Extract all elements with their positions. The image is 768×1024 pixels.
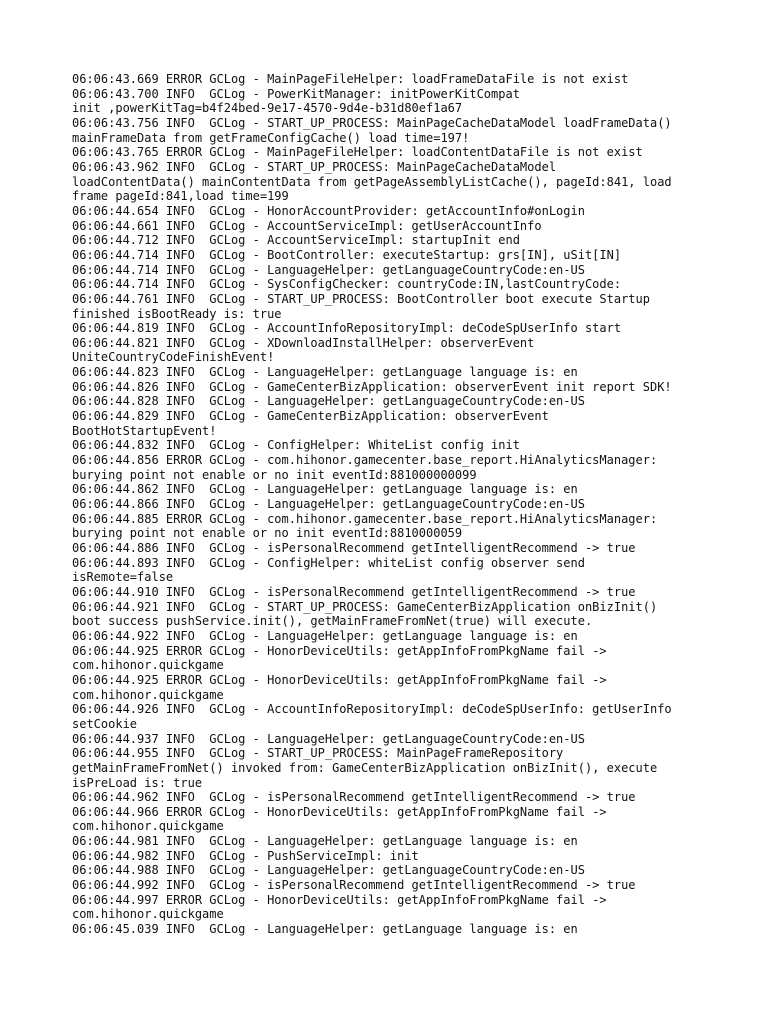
log-line: 06:06:43.756 INFO GCLog - START_UP_PROCESS: MainPageCacheDataModel loadFrameData() <box>72 115 672 130</box>
log-line: 06:06:44.886 INFO GCLog - isPersonalRecommend getIntelligentRecommend -> true <box>72 541 636 555</box>
log-line: 06:06:44.661 INFO GCLog - AccountServiceImpl: getUserAccountInfo <box>72 218 542 233</box>
log-line: 06:06:43.669 ERROR GCLog - MainPageFileHelper: loadFrameDataFile is not exist <box>72 72 629 86</box>
log-line: init ,powerKitTag=b4f24bed-9e17-4570-9d4e-b31d80ef1a67 <box>72 101 463 116</box>
log-line: 06:06:44.925 ERROR GCLog - HonorDeviceUtils: getAppInfoFromPkgName fail -> <box>72 672 607 687</box>
log-line: setCookie <box>72 716 138 731</box>
log-line: 06:06:44.826 INFO GCLog - GameCenterBizApplication: observerEvent init report SDK! <box>72 379 672 394</box>
log-line: getMainFrameFromNet() invoked from: GameCenterBizApplication onBizInit(), execute <box>72 760 658 775</box>
log-line: com.hihonor.quickgame <box>72 819 224 834</box>
log-line: 06:06:44.714 INFO GCLog - LanguageHelper: getLanguageCountryCode:en-US <box>72 262 585 277</box>
log-line: 06:06:44.966 ERROR GCLog - HonorDeviceUtils: getAppInfoFromPkgName fail -> <box>72 804 607 819</box>
log-line: boot success pushService.init(), getMainFrameFromNet(true) will execute. <box>72 614 593 629</box>
log-line: 06:06:44.828 INFO GCLog - LanguageHelper: getLanguageCountryCode:en-US <box>72 394 585 409</box>
log-line: loadContentData() mainContentData from getPageAssemblyListCache(), pageId:841, load <box>72 174 672 189</box>
log-line: 06:06:44.922 INFO GCLog - LanguageHelper: getLanguage language is: en <box>72 628 578 643</box>
log-line: 06:06:44.856 ERROR GCLog - com.hihonor.gamecenter.base_report.HiAnalyticsManager: <box>72 453 658 468</box>
log-line: 06:06:44.981 INFO GCLog - LanguageHelper: getLanguage language is: en <box>72 834 578 849</box>
log-line: 06:06:44.866 INFO GCLog - LanguageHelper: getLanguageCountryCode:en-US <box>72 497 585 512</box>
log-line: 06:06:44.714 INFO GCLog - BootController: executeStartup: grs[IN], uSit[IN] <box>72 247 622 262</box>
log-line: 06:06:44.937 INFO GCLog - LanguageHelper: getLanguageCountryCode:en-US <box>72 731 585 746</box>
log-line: 06:06:44.885 ERROR GCLog - com.hihonor.gamecenter.base_report.HiAnalyticsManager: <box>72 511 658 526</box>
log-line: 06:06:44.761 INFO GCLog - START_UP_PROCESS: BootController boot execute Startup <box>72 291 650 306</box>
log-line: mainFrameData from getFrameConfigCache() load time=197! <box>72 130 470 145</box>
log-line: com.hihonor.quickgame <box>72 687 224 702</box>
log-line: 06:06:44.829 INFO GCLog - GameCenterBizApplication: observerEvent <box>72 409 549 424</box>
log-line: isRemote=false <box>72 570 174 585</box>
log-line: 06:06:44.910 INFO GCLog - isPersonalRecommend getIntelligentRecommend -> true <box>72 584 636 599</box>
log-line: 06:06:44.862 INFO GCLog - LanguageHelper: getLanguage language is: en <box>72 482 578 497</box>
log-line: 06:06:44.714 INFO GCLog - SysConfigChecker: countryCode:IN,lastCountryCode: <box>72 277 622 292</box>
log-line: 06:06:44.992 INFO GCLog - isPersonalRecommend getIntelligentRecommend -> true <box>72 878 636 893</box>
log-line: 06:06:44.654 INFO GCLog - HonorAccountProvider: getAccountInfo#onLogin <box>72 203 585 218</box>
log-line: 06:06:44.926 INFO GCLog - AccountInfoRepositoryImpl: deCodeSpUserInfo: getUserInfo <box>72 702 672 717</box>
log-line: burying point not enable or no init eventId:8810000059 <box>72 526 463 541</box>
log-line: 06:06:44.955 INFO GCLog - START_UP_PROCESS: MainPageFrameRepository <box>72 746 564 761</box>
log-line: 06:06:44.819 INFO GCLog - AccountInfoRepositoryImpl: deCodeSpUserInfo start <box>72 321 622 336</box>
log-line: 06:06:44.893 INFO GCLog - ConfigHelper: whiteList config observer send <box>72 555 585 570</box>
log-line: 06:06:44.997 ERROR GCLog - HonorDeviceUtils: getAppInfoFromPkgName fail -> <box>72 892 607 907</box>
log-line: BootHotStartupEvent! <box>72 423 217 438</box>
log-line: com.hihonor.quickgame <box>72 907 224 922</box>
log-line: 06:06:44.823 INFO GCLog - LanguageHelper: getLanguage language is: en <box>72 365 578 380</box>
log-line: burying point not enable or no init eventId:881000000099 <box>72 467 477 482</box>
log-line: UniteCountryCodeFinishEvent! <box>72 350 275 365</box>
log-line: 06:06:43.700 INFO GCLog - PowerKitManager: initPowerKitCompat <box>72 86 520 101</box>
log-line: 06:06:44.962 INFO GCLog - isPersonalRecommend getIntelligentRecommend -> true <box>72 790 636 805</box>
log-line: isPreLoad is: true <box>72 775 203 790</box>
log-line: finished isBootReady is: true <box>72 306 282 321</box>
log-line: 06:06:44.712 INFO GCLog - AccountServiceImpl: startupInit end <box>72 233 520 248</box>
log-line: 06:06:44.988 INFO GCLog - LanguageHelper: getLanguageCountryCode:en-US <box>72 863 585 878</box>
log-line: 06:06:43.962 INFO GCLog - START_UP_PROCESS: MainPageCacheDataModel <box>72 159 557 174</box>
log-line: com.hihonor.quickgame <box>72 658 224 673</box>
log-line: frame pageId:841,load time=199 <box>72 189 289 204</box>
log-line: 06:06:44.982 INFO GCLog - PushServiceImpl: init <box>72 848 419 863</box>
log-line: 06:06:45.039 INFO GCLog - LanguageHelper: getLanguage language is: en <box>72 922 578 937</box>
log-line: 06:06:44.925 ERROR GCLog - HonorDeviceUtils: getAppInfoFromPkgName fail -> <box>72 643 607 658</box>
log-line: 06:06:44.832 INFO GCLog - ConfigHelper: WhiteList config init <box>72 438 520 453</box>
log-line: 06:06:44.821 INFO GCLog - XDownloadInstallHelper: observerEvent <box>72 335 535 350</box>
log-line: 06:06:43.765 ERROR GCLog - MainPageFileHelper: loadContentDataFile is not exist <box>72 145 643 160</box>
log-line: 06:06:44.921 INFO GCLog - START_UP_PROCESS: GameCenterBizApplication onBizInit() <box>72 599 658 614</box>
log-document <box>72 72 712 937</box>
